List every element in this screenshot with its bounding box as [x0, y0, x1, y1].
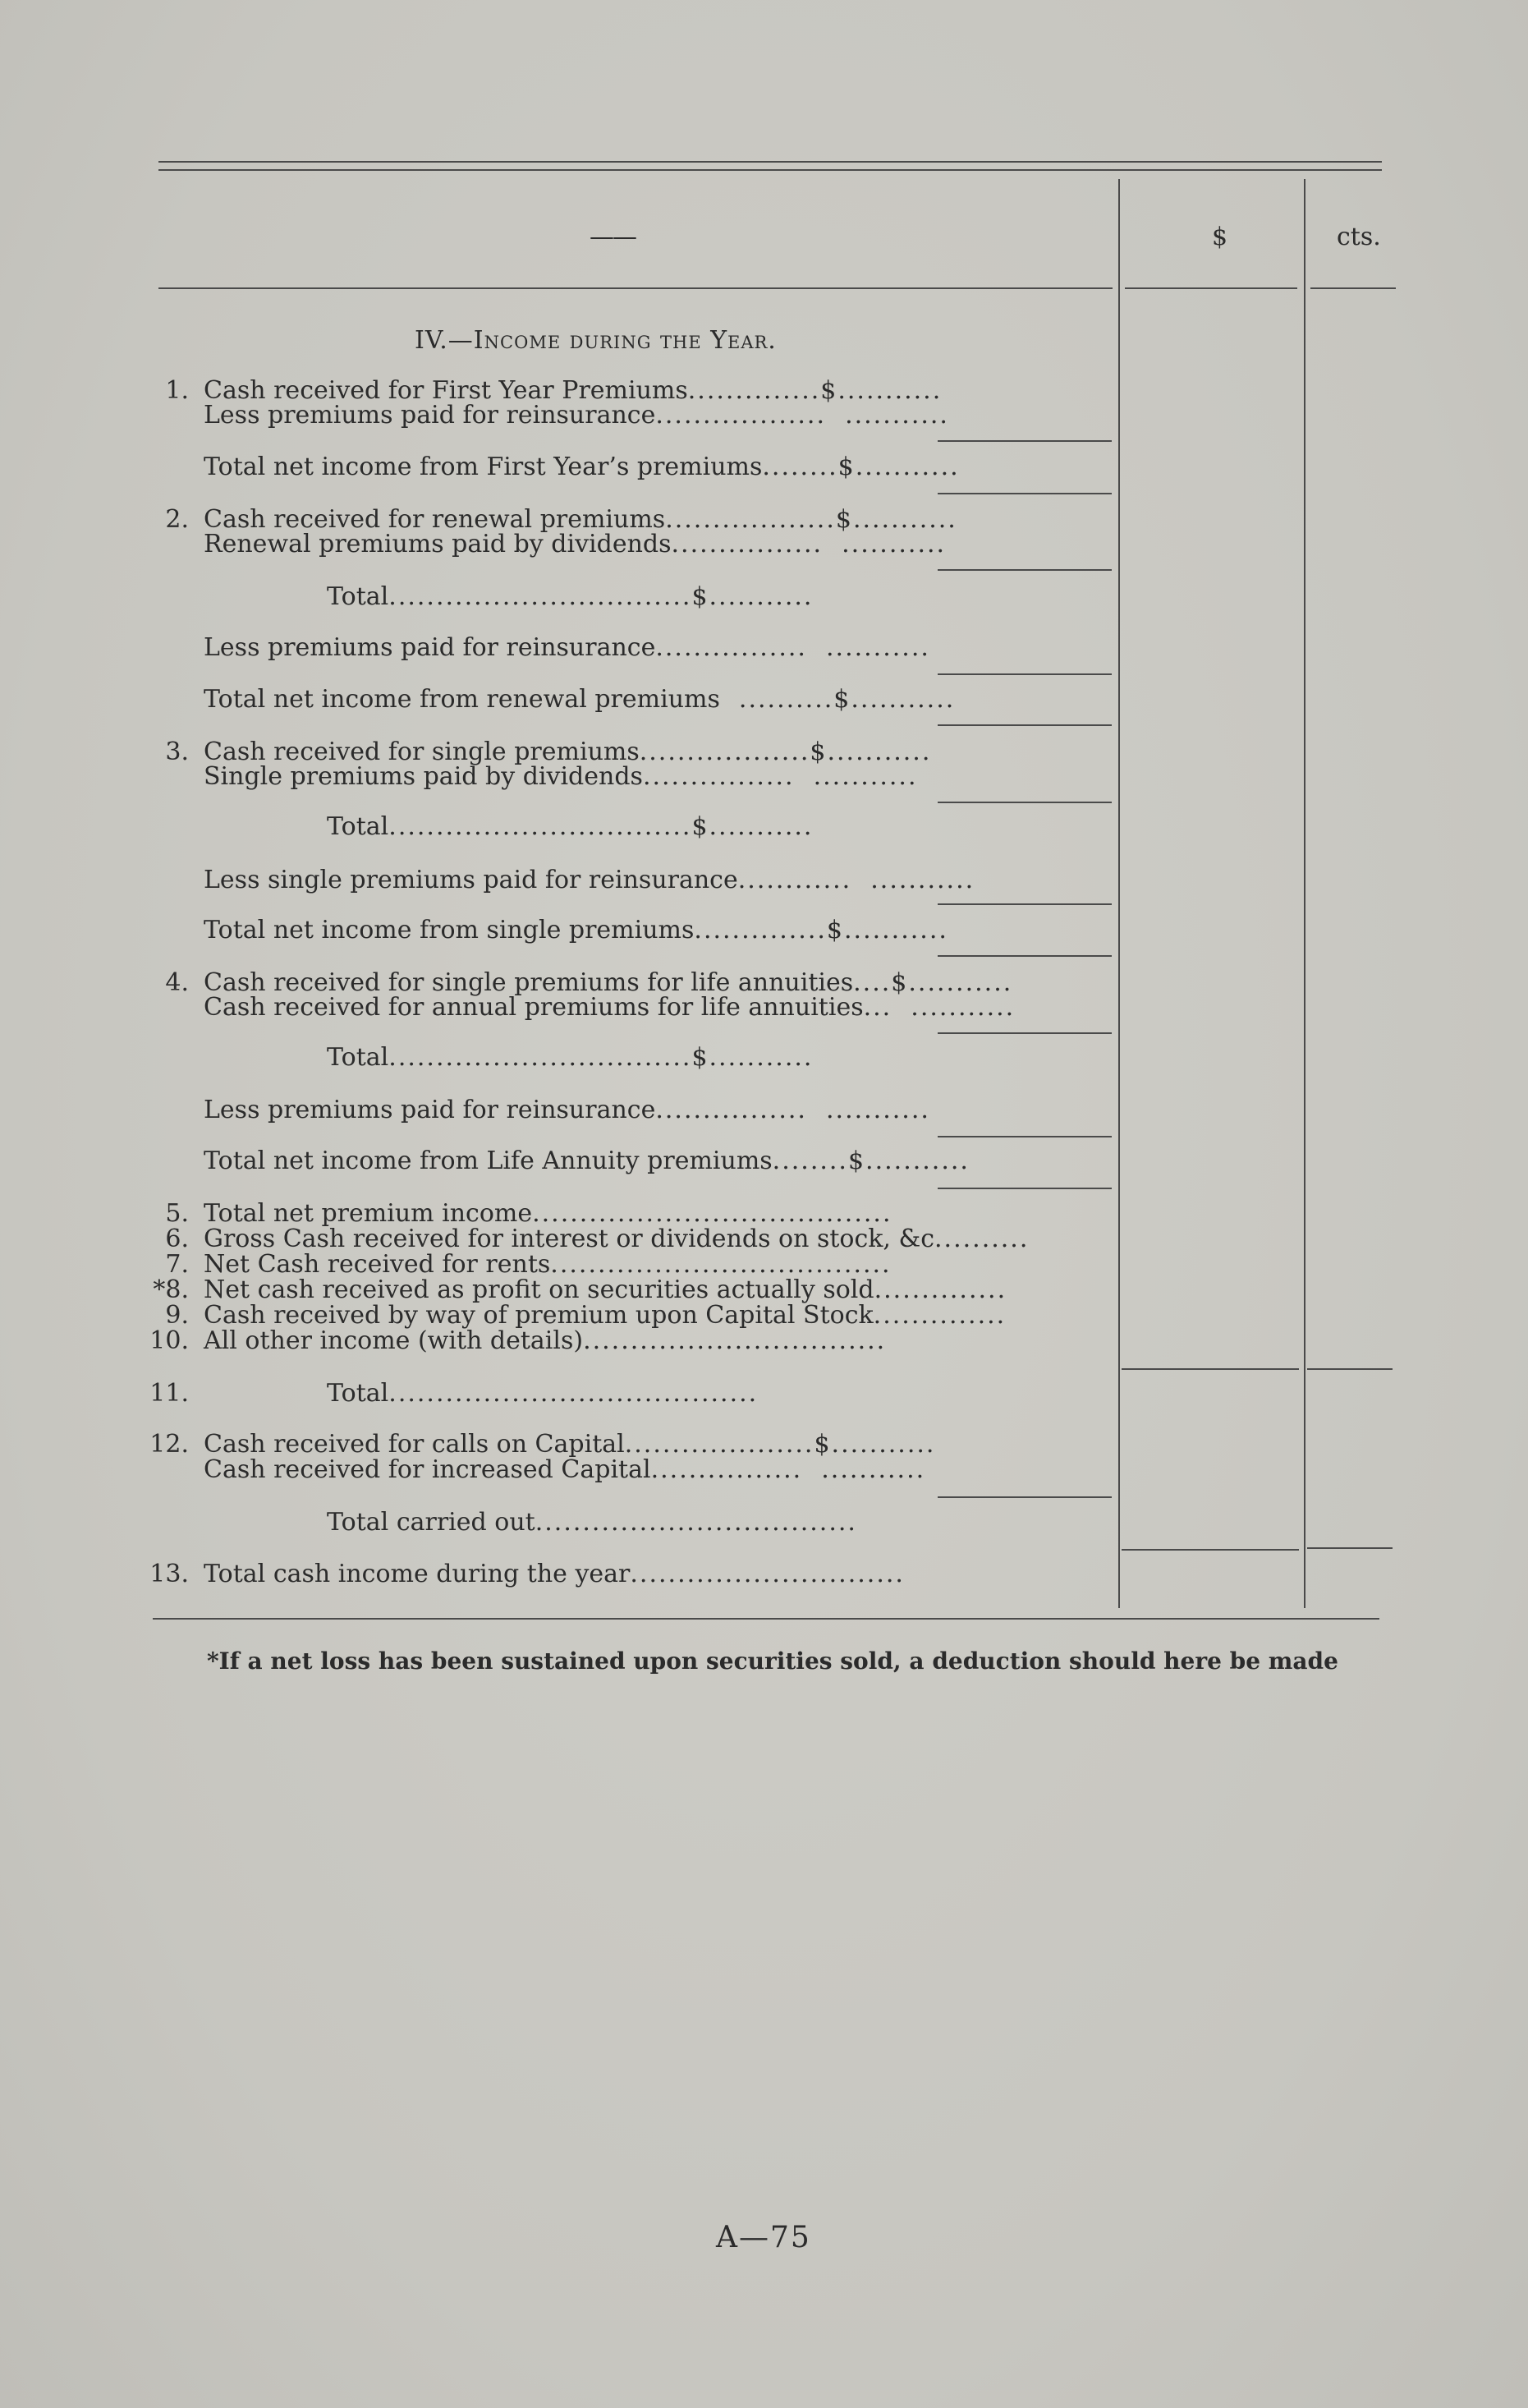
row-text: Total	[327, 1379, 389, 1408]
subtotal-rule	[938, 1496, 1112, 1498]
row-label	[204, 1251, 892, 1279]
footnote: *If a net loss has been sustained upon securities sold, a deduction should here be made	[207, 1647, 1338, 1675]
header-dollar-column: $	[1212, 223, 1228, 251]
row-leader: ..........	[934, 1225, 1030, 1253]
row-text: Cash received for increased Capital	[204, 1455, 651, 1484]
row-label	[327, 1509, 857, 1537]
row-text: Total net income from First Year’s premiums	[204, 453, 763, 481]
top-rule	[158, 161, 1382, 163]
subtotal-rule	[938, 440, 1112, 442]
row-number: 10.	[149, 1326, 189, 1355]
row-label	[204, 1456, 925, 1484]
row-leader: ................................$...........	[388, 1043, 814, 1072]
row-text: Total net premium income	[204, 1199, 533, 1228]
row-number: 5.	[165, 1199, 189, 1228]
row-text: Net Cash received for rents	[204, 1250, 551, 1279]
row-label	[204, 994, 1015, 1022]
row-number: 2.	[165, 505, 189, 534]
row-text: Total	[327, 582, 389, 611]
row-text: Renewal premiums paid by dividends	[204, 530, 672, 558]
row-leader: ......................................	[532, 1199, 892, 1228]
row-number: 9.	[165, 1301, 189, 1330]
row-label	[204, 1147, 970, 1175]
subtotal-rule	[938, 1032, 1112, 1034]
subtotal-rule	[938, 955, 1112, 957]
header-dash: ——	[590, 223, 636, 251]
subtotal-rule	[938, 1136, 1112, 1137]
total-rule-dollars	[1122, 1368, 1299, 1370]
row-label	[204, 1225, 1029, 1253]
total-rule-cents	[1307, 1368, 1393, 1370]
row-number: 3.	[165, 738, 189, 766]
row-leader: ..................$...........	[665, 505, 957, 534]
row-leader: ....................................	[550, 1250, 892, 1279]
subtotal-rule	[938, 569, 1112, 571]
row-leader: ................ ...........	[642, 762, 918, 791]
row-label	[204, 531, 946, 558]
row-number: 1.	[165, 376, 189, 405]
row-leader: ................ ...........	[655, 1096, 930, 1124]
row-number: 12.	[149, 1430, 189, 1459]
row-leader: ..............	[873, 1301, 1007, 1330]
header-rule	[158, 287, 1113, 289]
header-rule-cents	[1310, 287, 1396, 289]
row-text: Total	[327, 1043, 389, 1072]
page-number: A—75	[716, 2221, 811, 2254]
row-label	[204, 866, 975, 894]
row-label	[204, 1302, 1006, 1330]
row-label	[204, 1327, 886, 1355]
row-label	[204, 763, 918, 791]
row-leader: ................................$...........	[388, 812, 814, 841]
row-leader: .......................................	[388, 1379, 759, 1408]
row-text: Cash received for First Year Premiums	[204, 376, 688, 405]
row-text: Cash received for renewal premiums	[204, 505, 666, 534]
row-label	[204, 1200, 892, 1228]
row-text: Cash received for annual premiums for life annuities	[204, 993, 864, 1022]
row-leader: ... ...........	[863, 993, 1016, 1022]
subtotal-rule	[938, 724, 1112, 726]
top-rule-2	[158, 169, 1382, 171]
row-number: 6.	[165, 1225, 189, 1253]
row-leader: .................. ...........	[655, 401, 949, 430]
row-leader: ........$...........	[762, 453, 960, 481]
row-label	[204, 453, 960, 481]
row-leader: ..................................	[535, 1508, 857, 1537]
subtotal-rule	[938, 802, 1112, 803]
row-text: Single premiums paid by dividends	[204, 762, 643, 791]
column-divider-2	[1304, 179, 1305, 1608]
row-leader: ....................$...........	[624, 1430, 936, 1459]
row-leader: ..............$...........	[694, 916, 948, 944]
row-label	[327, 583, 813, 611]
row-label	[204, 402, 949, 430]
row-text: Less premiums paid for reinsurance	[204, 1096, 656, 1124]
row-text: Cash received for single premiums	[204, 738, 640, 766]
row-label	[327, 1044, 813, 1072]
row-text: Less single premiums paid for reinsurance	[204, 866, 738, 894]
row-number: 4.	[165, 968, 189, 997]
row-text: All other income (with details)	[204, 1326, 584, 1355]
row-label	[204, 686, 955, 714]
row-text: Cash received by way of premium upon Capital Stock	[204, 1301, 874, 1330]
row-text: Total	[327, 812, 389, 841]
column-divider-1	[1118, 179, 1120, 1608]
row-label	[204, 1560, 905, 1588]
row-leader: ........$...........	[772, 1147, 970, 1175]
row-text: Total net income from Life Annuity premiums	[204, 1147, 773, 1175]
header-cents-column: cts.	[1337, 223, 1381, 251]
row-text: Cash received for single premiums for life annuities	[204, 968, 854, 997]
row-label	[327, 813, 813, 841]
row-leader: ..........$...........	[719, 685, 956, 714]
row-leader: ....$...........	[853, 968, 1013, 997]
subtotal-rule	[938, 903, 1112, 905]
grand-total-rule-dollars	[1122, 1549, 1299, 1551]
row-text: Less premiums paid for reinsurance	[204, 633, 656, 662]
subtotal-rule	[938, 1188, 1112, 1189]
row-leader: ..............	[874, 1275, 1007, 1304]
row-text: Gross Cash received for interest or dividends on stock, &c	[204, 1225, 935, 1253]
row-label	[204, 1431, 935, 1459]
subtotal-rule	[938, 493, 1112, 494]
grand-total-rule-cents	[1307, 1547, 1393, 1549]
row-leader: ................ ...........	[671, 530, 947, 558]
row-leader: ..............$...........	[687, 376, 943, 405]
row-leader: ................................$...........	[388, 582, 814, 611]
row-text: Total carried out	[327, 1508, 535, 1537]
row-text: Cash received for calls on Capital	[204, 1430, 625, 1459]
bottom-rule	[153, 1618, 1379, 1620]
row-leader: .............................	[630, 1560, 905, 1588]
row-number: 13.	[149, 1560, 189, 1588]
row-number: *8.	[153, 1275, 189, 1304]
section-title	[415, 326, 777, 355]
row-leader: ............ ...........	[737, 866, 975, 894]
row-label	[327, 1380, 758, 1408]
row-number: 7.	[165, 1250, 189, 1279]
row-label	[204, 1096, 930, 1124]
row-text: Total cash income during the year	[204, 1560, 631, 1588]
row-text: Total net income from single premiums	[204, 916, 695, 944]
section-title-text: IV.—Income during the Year.	[415, 326, 777, 355]
row-text: Net cash received as profit on securities actually sold	[204, 1275, 874, 1304]
row-leader: ................................	[583, 1326, 887, 1355]
header-rule-dollars	[1125, 287, 1297, 289]
row-label	[204, 1276, 1007, 1304]
row-text: Less premiums paid for reinsurance	[204, 401, 656, 430]
row-number: 11.	[149, 1379, 189, 1408]
row-text: Total net income from renewal premiums	[204, 685, 720, 714]
row-label	[204, 917, 948, 944]
subtotal-rule	[938, 673, 1112, 675]
row-leader: ................ ...........	[650, 1455, 926, 1484]
row-label	[204, 634, 930, 662]
row-leader: ................ ...........	[655, 633, 930, 662]
row-leader: ..................$...........	[639, 738, 932, 766]
